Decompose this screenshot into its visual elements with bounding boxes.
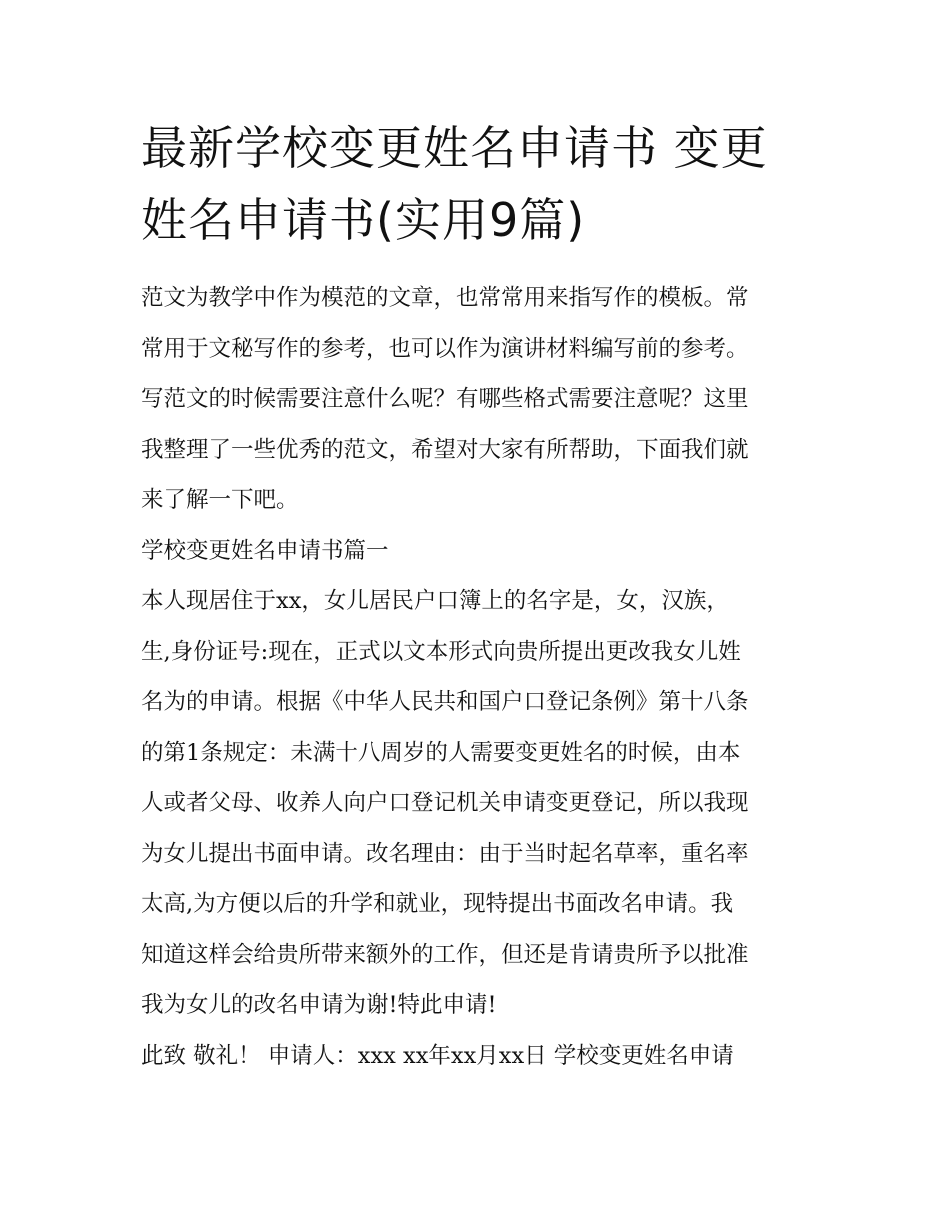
document-body <box>141 273 813 1081</box>
intro-line-2: 常用于文秘写作的参考，也可以作为演讲材料编写前的参考。 <box>141 335 749 362</box>
document-page <box>141 112 813 1081</box>
section-heading: 学校变更姓名申请书篇一 <box>141 537 389 564</box>
letter-line-9: 我为女儿的改名申请为谢!特此申请! <box>141 992 497 1018</box>
letter-line-4: 的第1条规定：未满十八周岁的人需要变更姓名的时候，由本 <box>141 739 741 766</box>
intro-line-3: 写范文的时候需要注意什么呢？有哪些格式需要注意呢？这里 <box>141 386 749 412</box>
letter-line-1: 本人现居住于xx，女儿居民户口簿上的名字是，女，汉族， <box>141 588 729 614</box>
letter-line-3: 名为的申请。根据《中华人民共和国户口登记条例》第十八条 <box>141 689 749 715</box>
letter-line-6: 为女儿提出书面申请。改名理由：由于当时起名草率，重名率 <box>141 840 749 867</box>
letter-line-8: 知道这样会给贵所带来额外的工作，但还是肯请贵所予以批准 <box>141 941 749 968</box>
intro-line-4: 我整理了一些优秀的范文，希望对大家有所帮助，下面我们就 <box>141 436 749 463</box>
intro-line-5: 来了解一下吧。 <box>141 487 299 513</box>
intro-line-1: 范文为教学中作为模范的文章，也常常用来指写作的模板。常 <box>141 285 749 311</box>
letter-line-5: 人或者父母、收养人向户口登记机关申请变更登记，所以我现 <box>141 790 749 816</box>
title-line-1: 最新学校变更姓名申请书 变更 <box>141 121 768 175</box>
closing-line: 此致 敬礼！ 申请人：xxx xx年xx月xx日 学校变更姓名申请 <box>141 1042 734 1069</box>
document-title <box>141 112 813 256</box>
letter-line-2: 生,身份证号:现在，正式以文本形式向贵所提出更改我女儿姓 <box>141 638 741 665</box>
title-line-2: 姓名申请书(实用9篇) <box>141 193 586 247</box>
letter-line-7: 太高,为方便以后的升学和就业，现特提出书面改名申请。我 <box>141 891 734 917</box>
